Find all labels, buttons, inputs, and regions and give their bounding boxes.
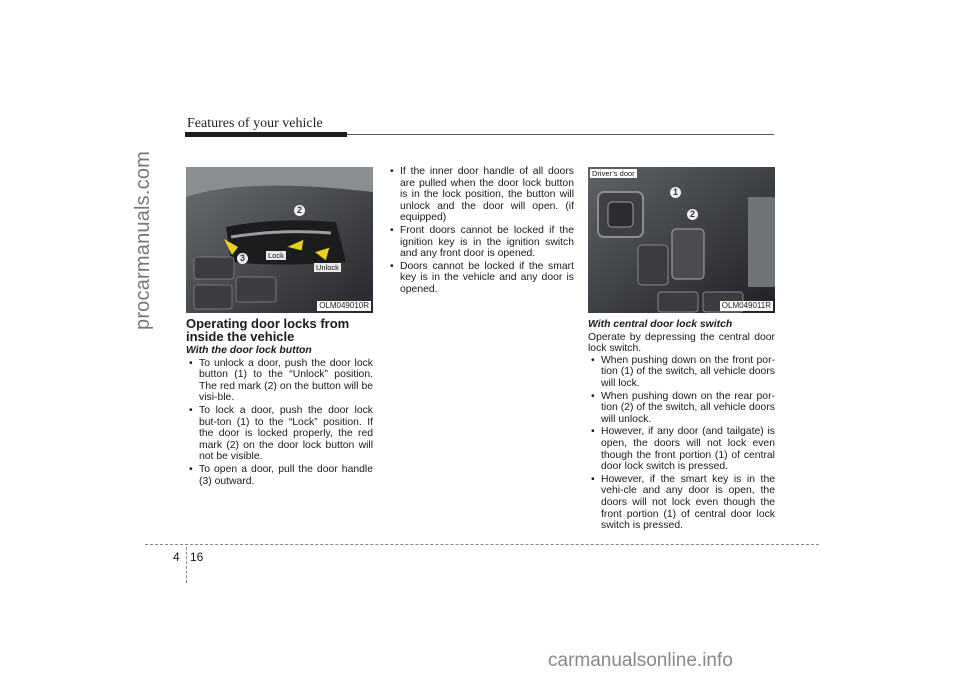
list-item: • To unlock a door, push the door lock button (1) to the “Unlock” position. The red mark (2) on the button will be visi-ble. xyxy=(186,358,373,404)
bullet-list xyxy=(186,358,373,488)
left-column xyxy=(186,317,373,488)
list-item: • Doors cannot be locked if the smart key is in the vehicle and any door is opened. xyxy=(387,261,574,296)
bullet-list xyxy=(387,166,574,296)
list-item: • When pushing down on the rear por-tion (2) of the switch, all vehicle doors will unlock. xyxy=(588,391,775,426)
page-number: 16 xyxy=(190,550,204,564)
figure-caption: OLM049010R xyxy=(319,301,369,310)
footer-rule xyxy=(145,544,819,545)
subsection-title: With the door lock button xyxy=(186,345,312,356)
callout-2: 2 xyxy=(294,205,305,216)
lock-label: Lock xyxy=(268,251,284,260)
list-item: • To open a door, pull the door handle (3) outward. xyxy=(186,464,373,487)
chapter-number: 4 xyxy=(173,550,180,564)
door-switch-illustration xyxy=(588,167,775,313)
header-rule-thin xyxy=(347,134,774,135)
chapter-title: Features of your vehicle xyxy=(187,116,323,131)
footer-divider xyxy=(186,547,187,583)
door-handle-photo xyxy=(186,167,373,313)
subsection-title: With central door lock switch xyxy=(588,319,733,330)
middle-column xyxy=(387,166,574,297)
bullet-list xyxy=(588,355,775,532)
list-item: • However, if the smart key is in the vehi-cle and any door is open, the doors will not lock even though the front portion (1) of central door lock switch is pressed. xyxy=(588,474,775,532)
section-title: Operating door locks from inside the vehicle xyxy=(186,316,350,344)
figure-caption: OLM049011R xyxy=(721,301,771,310)
unlock-label: Unlock xyxy=(316,263,339,272)
list-item: • To lock a door, push the door lock but-ton (1) to the “Lock” position. If the door is locked properly, the red mark (2) on the door lock button will not be visible. xyxy=(186,405,373,463)
callout-3: 3 xyxy=(237,253,248,264)
intro-paragraph: Operate by depressing the central door lock switch. xyxy=(588,331,775,355)
list-item: • However, if any door (and tailgate) is open, the doors will not lock even though the front portion (1) of central door lock switch is pressed. xyxy=(588,426,775,472)
list-item: • Front doors cannot be locked if the ignition key is in the ignition switch and any front door is opened. xyxy=(387,225,574,260)
list-item: • If the inner door handle of all doors are pulled when the door lock button is in the lock position, the button will unlock and the door will open. (if equipped) xyxy=(387,166,574,224)
door-switch-photo xyxy=(588,167,775,313)
list-item: • When pushing down on the front por-tion (1) of the switch, all vehicle doors will lock. xyxy=(588,355,775,390)
right-column xyxy=(588,319,775,533)
side-watermark: procarmanuals.com xyxy=(132,150,154,330)
bottom-watermark: carmanualsonline.info xyxy=(548,650,733,671)
callout-1: 1 xyxy=(670,187,681,198)
drivers-door-label: Driver’s door xyxy=(592,169,635,178)
door-handle-illustration xyxy=(186,167,373,313)
header-rule xyxy=(185,132,347,137)
callout-2: 2 xyxy=(687,209,698,220)
